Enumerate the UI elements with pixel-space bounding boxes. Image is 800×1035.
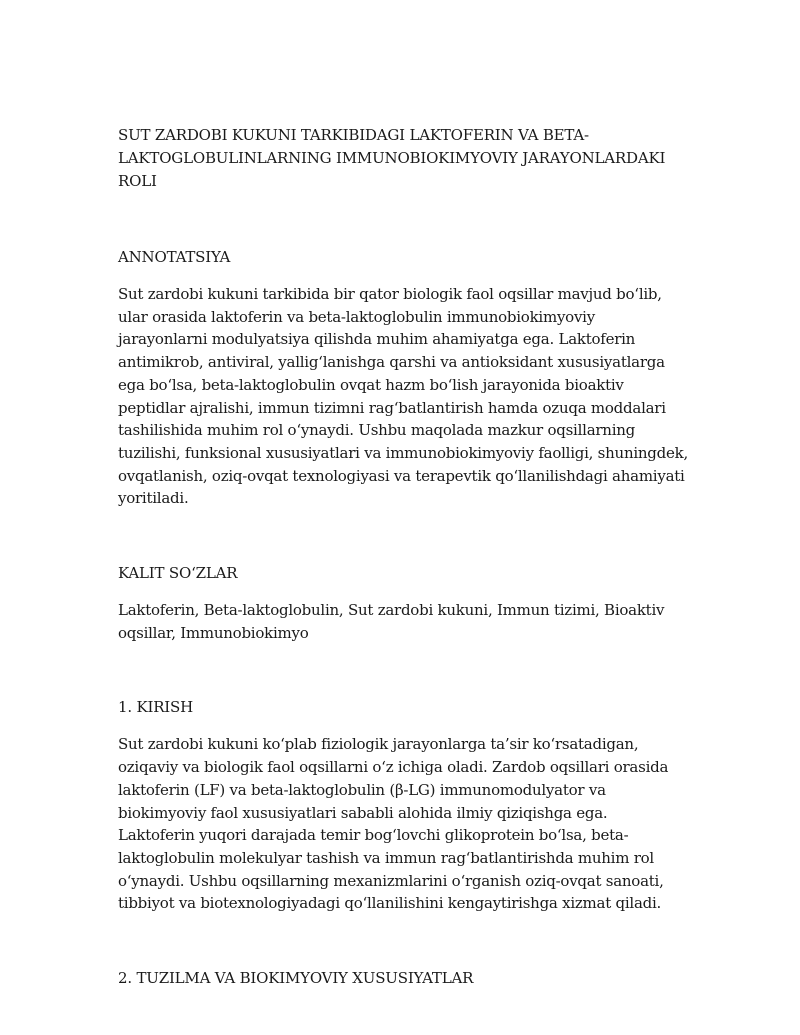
section-heading-kalit-sozlar: KALIT SO‘ZLAR	[118, 564, 238, 583]
document-page	[118, 124, 688, 990]
kirish-paragraph: Sut zardobi kukuni ko‘plab fiziologik jarayonlarga ta’sir ko‘rsatadigan, oziqaviy va biologik faol oqsillarni o‘z ichiga oladi. Zardob oqsillari orasida laktoferin (LF) va beta-laktoglobulin (β-LG) immunomodulyator va biokimyoviy faol xususiyatlari sababli alohida ilmiy qiziqishga ega. Laktoferin yuqori darajada temir bog‘lovchi glikoprotein bo‘lsa, beta-laktoglobulin molekulyar tashish va immun rag‘batlantirishda muhim rol o‘ynaydi. Ushbu oqsillarning mexanizmlarini o‘rganish oziq-ovqat sanoati, tibbiyot va biotexnologiyadagi qo‘llanilishini kengaytirishga xizmat qiladi.	[118, 735, 669, 913]
annotatsiya-paragraph: Sut zardobi kukuni tarkibida bir qator biologik faol oqsillar mavjud bo‘lib, ular orasida laktoferin va beta-laktoglobulin immunobiokimyoviy jarayonlarni modulyatsiya qilishda muhim ahamiyatga ega. Laktoferin antimikrob, antiviral, yallig‘lanishga qarshi va antioksidant xususiyatlarga ega bo‘lsa, beta-laktoglobulin ovqat hazm bo‘lish jarayonida bioaktiv peptidlar ajralishi, immun tizimni rag‘batlantirish hamda ozuqa moddalari tashilishida muhim rol o‘ynaydi. Ushbu maqolada mazkur oqsillarning tuzilishi, funksional xususiyatlari va immunobiokimyoviy faolligi, shuningdek, ovqatlanish, oziq-ovqat texnologiyasi va terapevtik qo‘llanilishdagi ahamiyati yoritiladi.	[118, 285, 688, 508]
section-heading-tuzilma: 2. TUZILMA VA BIOKIMYOVIY XUSUSIYATLAR	[118, 969, 474, 988]
document-title	[118, 124, 688, 193]
title-line-1: SUT ZARDOBI KUKUNI TARKIBIDAGI LAKTOFERIN VA BETA-	[118, 126, 589, 144]
section-heading-annotatsiya: ANNOTATSIYA	[118, 248, 231, 266]
title-line-2: LAKTOGLOBULINLARNING IMMUNOBIOKIMYOVIY JARAYONLARDAKI ROLI	[118, 149, 666, 190]
keywords-paragraph: Laktoferin, Beta-laktoglobulin, Sut zardobi kukuni, Immun tizimi, Bioaktiv oqsillar, Immunobiokimyo	[118, 601, 665, 642]
section-heading-kirish: 1. KIRISH	[118, 698, 193, 717]
